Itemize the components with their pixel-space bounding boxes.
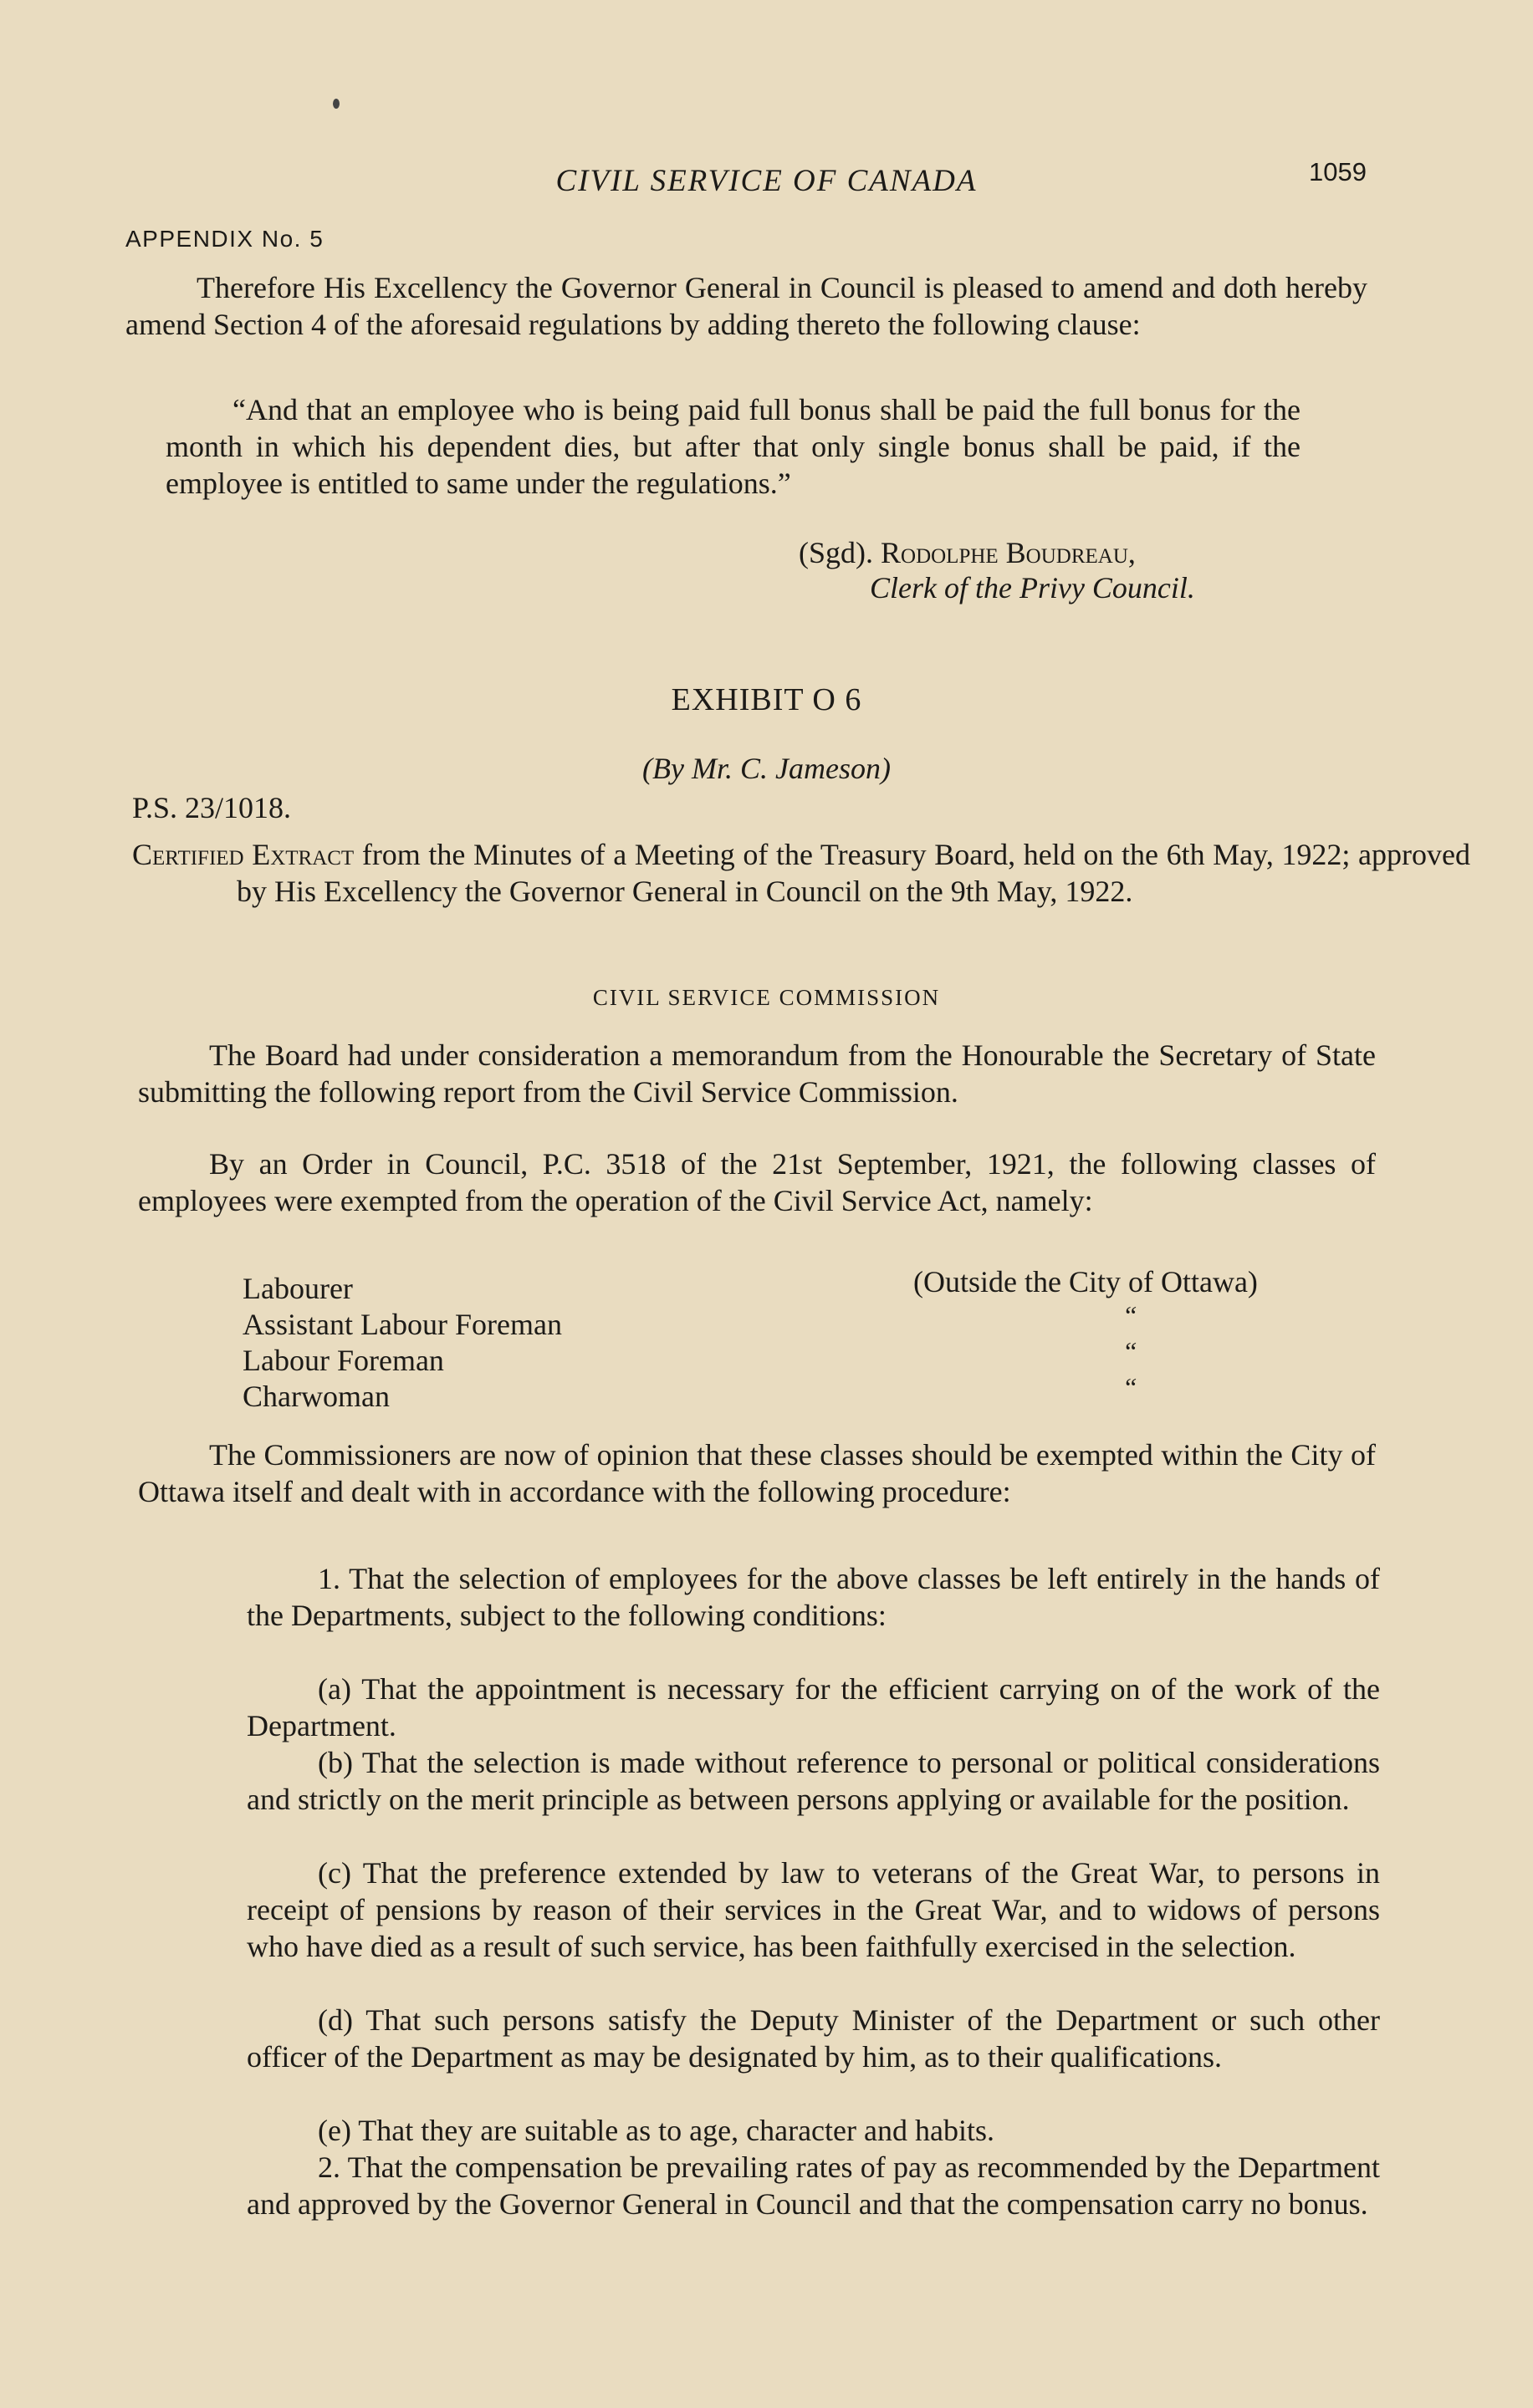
ditto-mark: “ — [1122, 1300, 1137, 1330]
class-name: Labourer — [243, 1272, 353, 1305]
signature-prefix: (Sgd). — [799, 536, 873, 569]
signature-line — [799, 535, 1136, 570]
extract-text: from the Minutes of a Meeting of the Treasury Board, held on the 6th May, 1922; approved by His Excellency the Governor General in Council on the 9th May, 1922. — [237, 838, 1470, 908]
order-paragraph: Therefore His Excellency the Governor General in Council is pleased to amend and doth hereby amend Section 4 of the aforesaid regulations by adding thereto the following clause: — [125, 271, 1367, 341]
condition-b: (b) That the selection is made without reference to personal or political considerations and strictly on the merit principle as between persons applying or available for the position. — [247, 1746, 1380, 1816]
order-in-council-paragraph: By an Order in Council, P.C. 3518 of the 21st September, 1921, the following classes of employees were exempted from the operation of the Civil Service Act, namely: — [138, 1147, 1376, 1217]
ditto-mark: “ — [1122, 1372, 1137, 1402]
class-location: (Outside the City of Ottawa) — [913, 1265, 1258, 1298]
board-paragraph: The Board had under consideration a memorandum from the Honourable the Secretary of State submitting the following report from the Civil Service Commission. — [138, 1038, 1376, 1109]
certified-extract — [132, 836, 1470, 910]
ink-speck — [333, 99, 340, 109]
extract-lead: Certified Extract — [132, 838, 355, 871]
procedure-item-1: 1. That the selection of employees for the above classes be left entirely in the hands of the Departments, subject to the following conditions: — [247, 1562, 1380, 1632]
condition-e: (e) That they are suitable as to age, character and habits. — [318, 2114, 994, 2147]
page-number: 1059 — [1309, 157, 1367, 186]
section-subheading: CIVIL SERVICE COMMISSION — [592, 985, 941, 1010]
quoted-clause: “And that an employee who is being paid full bonus shall be paid the full bonus for the month in which his dependent dies, but after that only single bonus shall be paid, if the employee is entitled to same under the regulations.” — [166, 393, 1300, 500]
ditto-mark: “ — [1122, 1336, 1137, 1366]
class-name: Charwoman — [243, 1380, 390, 1413]
condition-d: (d) That such persons satisfy the Deputy Minister of the Department or such other officer of the Department as may be designated by him, as to their qualifications. — [247, 2003, 1380, 2074]
signature-name: Rodolphe Boudreau, — [881, 536, 1136, 569]
condition-a: (a) That the appointment is necessary for the efficient carrying on of the work of the Department. — [247, 1672, 1380, 1742]
procedure-item-2: 2. That the compensation be prevailing rates of pay as recommended by the Department and approved by the Governor General in Council and that the compensation carry no bonus. — [247, 2150, 1380, 2221]
exhibit-title: EXHIBIT O 6 — [671, 682, 862, 717]
running-title: CIVIL SERVICE OF CANADA — [555, 164, 978, 198]
appendix-label: APPENDIX No. 5 — [125, 226, 324, 252]
reference-number: P.S. 23/1018. — [132, 791, 292, 824]
exhibit-byline: (By Mr. C. Jameson) — [642, 752, 891, 785]
signature-title: Clerk of the Privy Council. — [870, 571, 1195, 605]
commissioners-paragraph: The Commissioners are now of opinion that these classes should be exempted within the City of Ottawa itself and dealt with in accordance with the following procedure: — [138, 1438, 1376, 1508]
condition-c: (c) That the preference extended by law to veterans of the Great War, to persons in receipt of pensions by reason of their services in the Great War, and to widows of persons who have died as a result of such service, has been faithfully exercised in the selection. — [247, 1856, 1380, 1963]
class-name: Assistant Labour Foreman — [243, 1308, 562, 1341]
class-name: Labour Foreman — [243, 1344, 444, 1377]
